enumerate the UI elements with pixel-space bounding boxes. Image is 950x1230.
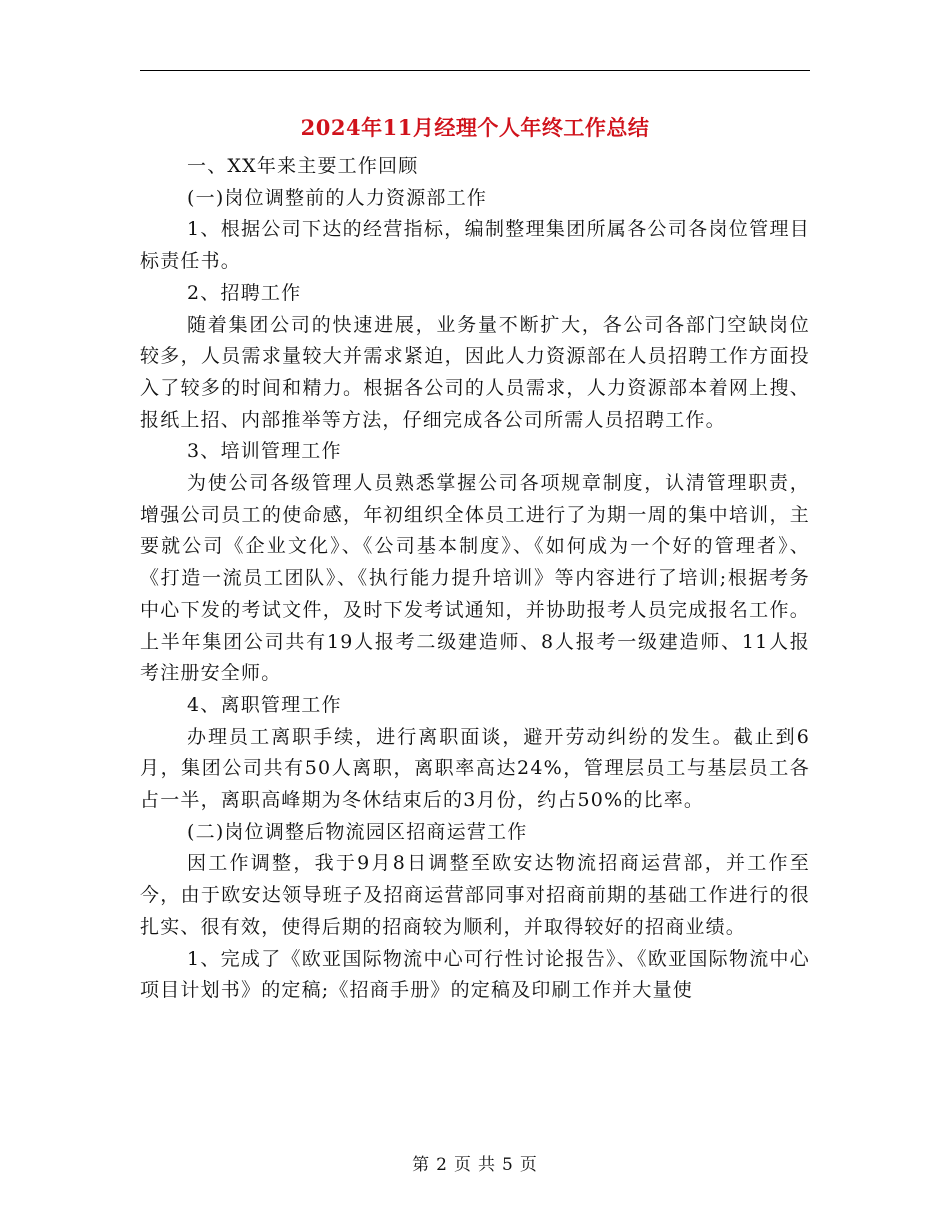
paragraph: 1、根据公司下达的经营指标，编制整理集团所属各公司各岗位管理目标责任书。 [140,218,810,273]
paragraph: 为使公司各级管理人员熟悉掌握公司各项规章制度，认清管理职责，增强公司员工的使命感，年初组织全体员工进行了为期一周的集中培训，主要就公司《企业文化》、《公司基本制度》、《如何成为一个好的管理者》、《打造一流员工团队》、《执行能力提升培训》等内容进行了培训;根据考务中心下发的考试文件，及时下发考试通知，并协助报考人员完成报名工作。上半年集团公司共有19人报考二级建造师、8人报考一级建造师、11人报考注册安全师。 [140,472,810,685]
paragraph: 1、完成了《欧亚国际物流中心可行性讨论报告》、《欧亚国际物流中心项目计划书》的定稿;《招商手册》的定稿及印刷工作并大量使 [140,947,810,1002]
item-heading: 2、招聘工作 [187,281,302,304]
footer-current-page: 2 [436,1155,448,1175]
footer-label-page: 第 [412,1155,431,1175]
footer-total-pages: 5 [502,1155,514,1175]
footer-label-unit2: 页 [519,1155,538,1175]
paragraph: 随着集团公司的快速进展，业务量不断扩大，各公司各部门空缺岗位较多，人员需求量较大并需求紧迫，因此人力资源部在人员招聘工作方面投入了较多的时间和精力。根据各公司的人员需求，人力资源部本着网上搜、报纸上招、内部推举等方法，仔细完成各公司所需人员招聘工作。 [140,313,810,431]
document-title: 2024年11月经理个人年终工作总结 [300,115,650,140]
page-footer [0,1153,950,1177]
footer-label-unit: 页 [454,1155,472,1175]
paragraph: 办理员工离职手续，进行离职面谈，避开劳动纠纷的发生。截止到6月，集团公司共有50人离职，离职率高达24%，管理层员工与基层员工各占一半，离职高峰期为冬休结束后的3月份，约占50%的比率。 [140,725,810,812]
header-rule [140,70,810,71]
subsection-heading: (一)岗位调整前的人力资源部工作 [187,186,488,209]
subsection-heading: (二)岗位调整后物流园区招商运营工作 [187,820,528,843]
section-heading: 一、XX年来主要工作回顾 [187,155,419,177]
footer-label-total: 共 [478,1155,496,1175]
item-heading: 3、培训管理工作 [187,440,342,463]
paragraph: 因工作调整，我于9月8日调整至欧安达物流招商运营部，并工作至今，由于欧安达领导班子及招商运营部同事对招商前期的基础工作进行的很扎实、很有效，使得后期的招商较为顺利，并取得较好的招商业绩。 [140,852,810,938]
item-heading: 4、离职管理工作 [187,693,342,716]
document-body [140,151,810,1007]
